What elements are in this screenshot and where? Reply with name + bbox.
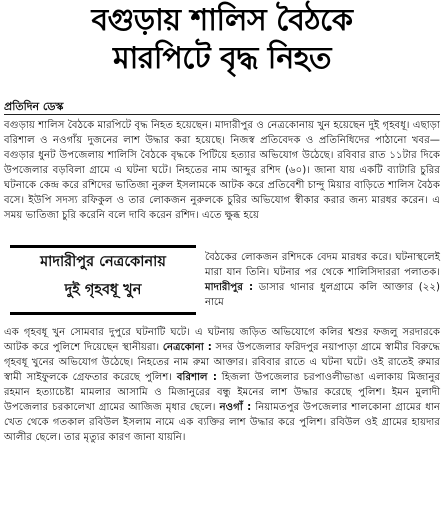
lower-text-b: সদর উপজেলার ফরিদপুর নয়াপাড়া গ্রামে স্বামীর বিরুদ্ধে গৃহবধূ খুনের অভিযোগ উঠেছে। নিহতের নাম রুমা আক্তার। রবিবার রাতে এ ঘটনা ঘটে। ওই রাতেই রুমার স্বামী সাইফুলকে গ্রেফতার করেছে পুলিশ। [4, 342, 440, 383]
lower-paragraph [4, 325, 440, 445]
lower-text-d: নিয়ামতপুর উপজেলার শালকোনা গ্রামের ধান খেত থেকে গতকাল রবিউল ইসলাম নামে এক ব্যক্তির লাশ উদ্ধার করে পুলিশ। রবিউল ওই গ্রামের হায়দার আলীর ছেলে। তার মৃত্যুর কারণ জানা যায়নি। [4, 402, 440, 443]
lower-text-c: হিজলা উপজেলার চরপাওলীভাঙা এলাকায় মিজানুর রহমান হত্যাচেষ্টা মামলার আসামি ও মিজানুরের বন্ধু ইমনের লাশ উদ্ধার করেছে পুলিশ। ইমন মুলাদী উপজেলার চরকালেখা গ্রামের আজিজ মৃধার ছেলে। [4, 372, 441, 413]
subheadline-line-1: মাদারীপুর নেত্রকোনায় [40, 254, 166, 270]
divider [4, 114, 440, 115]
right-column-text [205, 250, 440, 310]
headline-line-1: বগুড়ায় শালিস বৈঠকে [91, 3, 353, 38]
naogaon-label: নওগাঁ : [219, 402, 252, 413]
headline [0, 2, 444, 78]
byline-desk: প্রতিদিন ডেস্ক [4, 100, 64, 113]
lead-paragraph-text: বগুড়ায় শালিস বৈঠকে মারপিটে বৃদ্ধ নিহত হয়েছেন। মাদারীপুর ও নেত্রকোনায় খুন হয়েছেন দুই গৃহবধূ। এছাড়া বরিশাল ও নওগাঁয় দুজনের লাশ উদ্ধার করা হয়েছে। নিজস্ব প্রতিবেদক ও প্রতিনিধিদের পাঠানো খবর— বগুড়ার ধুনট উপজেলায় শালিসি বৈঠকে বৃদ্ধকে পিটিয়ে হত্যার অভিযোগ উঠেছে। রবিবার রাত ১১টার দিকে উপজেলার বড়বিলা গ্রামে এ ঘটনা ঘটে। নিহতের নাম আব্দুর রশিদ (৬০)। জানা যায় একটি ব্যাটারি চুরির ঘটনাকে কেন্দ্র করে রশিদের ভাতিজা নুরুল ইসলামকে আটক করে প্রতিবেশী চান্দু মিয়ার বাড়িতে শালিস বৈঠক বসে। ইউপি সদস্য রফিকুল ও তার লোকজন নুরুলকে চুরির অভিযোগ স্বীকার করার জন্য মারধর করেন। এ সময় ভাতিজা চুরি করেনি বলে দাবি করেন রশিদ। এতে ক্ষুব্ধ হয়ে [4, 120, 440, 221]
lower-text-a: এক গৃহবধূ খুন সোমবার দুপুরে ঘটনাটি ঘটে। এ ঘটনায় জড়িত অভিযোগে কলির শ্বশুর ফজলু সরদারকে আটক করে পুলিশে দিয়েছেন স্থানীয়রা। [4, 327, 440, 353]
barishal-label: বরিশাল : [176, 372, 217, 383]
madaripur-text: ডাসার থানার ধুলগ্রামে কলি আক্তার (২২) নামে [205, 282, 440, 308]
headline-line-2: মারপিটে বৃদ্ধ নিহত [112, 41, 332, 76]
subheadline-line-2: দুই গৃহবধূ খুন [64, 282, 142, 298]
subheadline-box [10, 245, 196, 315]
madaripur-label: মাদারীপুর : [205, 282, 254, 293]
netrokona-label: নেত্রকোনা : [162, 342, 212, 353]
lead-paragraph [4, 118, 440, 223]
right-column-body: বৈঠকের লোকজন রশিদকে বেদম মারধর করে। ঘটনাস্থলেই মারা যান তিনি। ঘটনার পর থেকে শালিসিদাররা পলাতক। [205, 252, 440, 278]
